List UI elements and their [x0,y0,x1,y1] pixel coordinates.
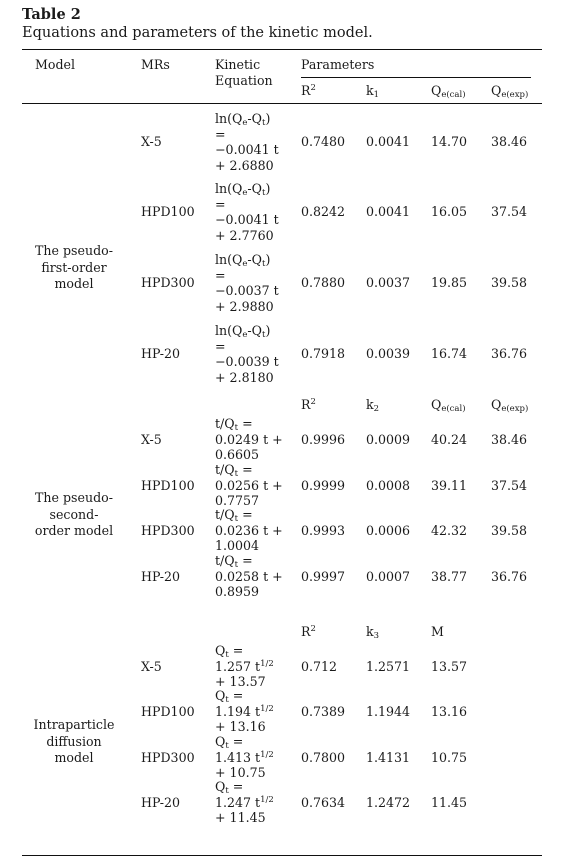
equation-line: $\ln(Q_e-Q_t)$ [215,181,271,198]
param-value: 1.1944 [366,703,411,719]
param-value: 0.7880 [301,275,346,291]
mr-name: HPD300 [141,749,195,765]
param-value: 0.0037 [366,275,411,291]
equation-line: $t/Q_t$ = [215,416,253,433]
param-value: 1.2472 [366,794,411,810]
param-value: 0.0039 [366,346,411,362]
mr-name: X-5 [141,431,162,447]
model-label-line: model [54,276,94,291]
model-label [22,243,126,293]
param-value: 36.76 [491,346,528,362]
equation-line: 0.0249 t + [215,431,283,447]
param-value: 11.45 [431,794,468,810]
param-header: $R^2$ [301,397,316,412]
param-header: $Q_{e(cal)}$ [431,83,466,100]
param-value: 39.11 [431,477,468,493]
param-header: $Q_{e(exp)}$ [491,83,529,100]
param-value: 38.46 [491,431,528,447]
equation-line: + 2.9880 [215,298,274,314]
kinetic-equation [215,553,293,600]
equation-line: + 13.16 [215,719,266,734]
param-value: 10.75 [431,749,468,765]
equation-line: $\ln(Q_e-Q_t)$ [215,111,271,128]
param-value: 0.9999 [301,477,346,493]
param-value: 40.24 [431,431,468,447]
mr-name: X-5 [141,658,162,674]
equation-line: = [215,126,226,142]
param-value: 0.0009 [366,431,411,447]
header-kinetic-line1: Kinetic [215,57,261,72]
equation-line: $Q_t$ = [215,688,244,705]
model-label-line: model [54,750,94,765]
kinetic-table [22,49,542,859]
param-header: $R^2$ [301,83,316,98]
model-label-line: The pseudo- [35,490,113,505]
model-label-line: The pseudo- [35,243,113,258]
kinetic-equation [215,688,293,735]
param-value: 37.54 [491,477,528,493]
equation-line: 1.0004 [215,538,260,553]
equation-line: = [215,267,226,283]
param-value: 0.0007 [366,568,411,584]
equation-line: 0.0236 t + [215,522,283,538]
equation-line: = [215,196,226,212]
param-value: 42.32 [431,522,468,538]
equation-line: 0.7757 [215,493,260,508]
kinetic-equation [215,252,293,314]
mr-name: X-5 [141,134,162,150]
param-value: 0.7480 [301,134,346,150]
kinetic-equation [215,734,293,781]
param-value: 0.0006 [366,522,411,538]
param-value: 13.16 [431,703,468,719]
equation-line: −0.0039 t [215,354,279,369]
mr-name: HP-20 [141,346,181,362]
mr-name: HPD100 [141,477,195,493]
param-value: 37.54 [491,204,528,220]
table-caption [22,6,542,42]
kinetic-equation [215,181,293,243]
model-label-line: order model [34,523,114,538]
equation-line: 1.247 $t^{1/2}$ [215,794,274,810]
mr-name: HPD300 [141,522,195,538]
equation-line: + 2.7760 [215,227,274,243]
param-value: 39.58 [491,275,528,291]
param-value: 38.77 [431,568,468,584]
equation-line: $t/Q_t$ = [215,462,253,479]
table-top-rule [22,49,542,50]
equation-line: = [215,338,226,354]
equation-line: 0.6605 [215,447,260,462]
header-model: Model [35,57,76,72]
header-parameters: Parameters [301,57,375,72]
param-value: 13.57 [431,658,468,674]
param-value: 0.0041 [366,204,411,220]
kinetic-equation [215,779,293,826]
kinetic-equation [215,111,293,173]
param-value: 36.76 [491,568,528,584]
equation-line: 0.0258 t + [215,568,283,584]
param-value: 0.7634 [301,794,346,810]
equation-line: $Q_t$ = [215,779,244,796]
model-label [22,717,126,767]
equation-line: −0.0041 t [215,212,279,227]
param-value: 0.7800 [301,749,346,765]
equation-line: 1.257 $t^{1/2}$ [215,658,274,674]
equation-line: $t/Q_t$ = [215,553,253,570]
param-value: 38.46 [491,134,528,150]
param-value: 0.9997 [301,568,346,584]
equation-line: + 10.75 [215,765,266,780]
param-header: $Q_{e(exp)}$ [491,397,529,414]
model-label-line: Intraparticle [33,717,115,732]
param-value: 0.0008 [366,477,411,493]
equation-line: $Q_t$ = [215,643,244,660]
param-header: $R^2$ [301,624,316,639]
header-bottom-rule [22,103,542,104]
param-header: M [431,624,444,639]
mr-name: HPD100 [141,703,195,719]
kinetic-equation [215,507,293,554]
equation-line: $\ln(Q_e-Q_t)$ [215,323,271,340]
header-kinetic-line2: Equation [215,73,273,88]
param-value: 0.8242 [301,204,346,220]
table-title: Equations and parameters of the kinetic model. [22,25,373,41]
model-label-line: second- [49,506,99,522]
param-value: 39.58 [491,522,528,538]
table-label: Table 2 [22,6,81,23]
param-value: 19.85 [431,275,468,291]
param-value: 0.9993 [301,522,346,538]
equation-line: 1.194 $t^{1/2}$ [215,703,274,719]
kinetic-equation [215,643,293,690]
equation-line: 0.8959 [215,584,260,599]
param-value: 0.7389 [301,703,346,719]
parameters-rule [301,77,531,78]
param-value: 1.2571 [366,658,411,674]
equation-line: + 2.8180 [215,369,274,385]
model-label-line: first-order [41,259,107,275]
param-value: 0.9996 [301,431,346,447]
kinetic-equation [215,323,293,385]
equation-line: −0.0041 t [215,142,279,157]
table-bottom-rule [22,855,542,856]
equation-line: $\ln(Q_e-Q_t)$ [215,252,271,269]
param-header: $k_2$ [366,397,380,414]
kinetic-equation [215,462,293,509]
param-value: 1.4131 [366,749,411,765]
model-label-line: diffusion [46,733,102,749]
equation-line: $t/Q_t$ = [215,507,253,524]
param-value: 0.7918 [301,346,346,362]
param-value: 0.0041 [366,134,411,150]
mr-name: HP-20 [141,794,181,810]
mr-name: HP-20 [141,568,181,584]
equation-line: 0.0256 t + [215,477,283,493]
param-value: 14.70 [431,134,468,150]
equation-line: + 13.57 [215,674,266,689]
kinetic-equation [215,416,293,463]
param-header: $k_3$ [366,624,380,641]
param-header: $k_1$ [366,83,380,100]
equation-line: + 11.45 [215,810,266,825]
model-label [22,490,126,540]
mr-name: HPD100 [141,204,195,220]
param-value: 0.712 [301,658,338,674]
param-value: 16.74 [431,346,468,362]
equation-line: $Q_t$ = [215,734,244,751]
param-header: $Q_{e(cal)}$ [431,397,466,414]
equation-line: 1.413 $t^{1/2}$ [215,749,274,765]
equation-line: −0.0037 t [215,283,279,298]
param-value: 16.05 [431,204,468,220]
mr-name: HPD300 [141,275,195,291]
header-mrs: MRs [141,57,170,72]
equation-line: + 2.6880 [215,157,274,173]
